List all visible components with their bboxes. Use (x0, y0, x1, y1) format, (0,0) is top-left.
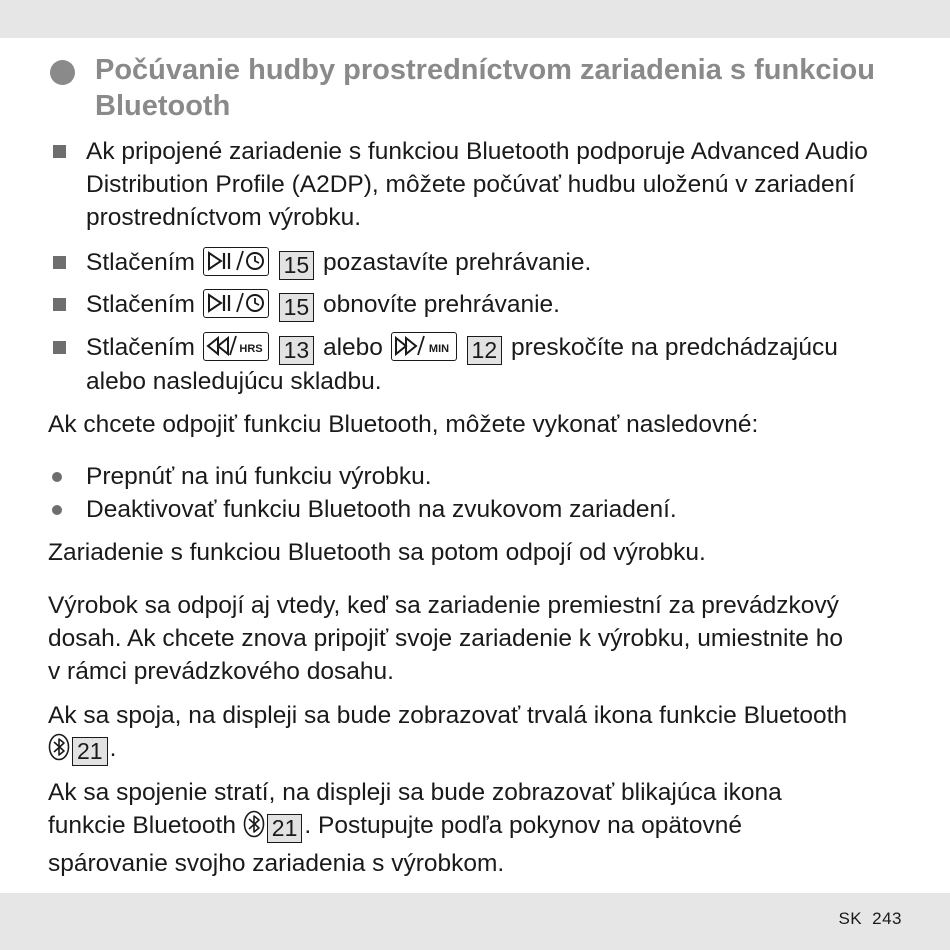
list-item-prefix: Stlačením (86, 291, 195, 318)
rewind-hours-button-icon (203, 332, 269, 361)
square-bullet-icon (53, 145, 66, 158)
range-paragraph (48, 589, 908, 688)
bluetooth-icon (48, 733, 70, 770)
forward-minutes-button-icon (391, 332, 457, 361)
paragraph-text: . Postupujte podľa pokynov na opätovné (304, 812, 742, 839)
page-footer (838, 909, 902, 929)
square-bullet-icon (53, 298, 66, 311)
reference-number: 21 (72, 737, 108, 766)
section-heading: Počúvanie hudby prostredníctvom zariadenia s funkciou Bluetooth (95, 54, 875, 122)
list-item-text: pozastavíte prehrávanie. (322, 249, 592, 276)
page-number: 243 (872, 909, 902, 928)
paragraph-line: v rámci prevádzkového dosahu. (48, 658, 394, 685)
list-item-text: obnovíte prehrávanie. (322, 291, 560, 318)
paragraph-line: Výrobok sa odpojí aj vtedy, keď sa zariadenie premiestní za prevádzkový (48, 592, 839, 619)
play-pause-timer-button-icon (203, 289, 269, 318)
conjunction-text: alebo (322, 334, 383, 361)
reference-number: 12 (467, 336, 503, 365)
top-band (0, 0, 950, 38)
list-item-prefix: Stlačením (86, 249, 195, 276)
disconnect-intro: Ak chcete odpojiť funkciu Bluetooth, môžete vykonať nasledovné: (48, 411, 759, 438)
bottom-band (0, 893, 950, 950)
paragraph-line: dosah. Ak chcete znova pripojiť svoje zariadenie k výrobku, umiestnite ho (48, 625, 843, 652)
lost-connection-paragraph (48, 776, 908, 880)
option-text: Deaktivovať funkciu Bluetooth na zvukovom zariadení. (86, 496, 677, 523)
list-item-text-continued: alebo nasledujúcu skladbu. (86, 368, 382, 395)
play-pause-timer-button-icon (203, 247, 269, 276)
reference-number: 15 (279, 251, 315, 280)
square-bullet-icon (53, 341, 66, 354)
reference-number: 21 (267, 814, 303, 843)
round-bullet-icon (52, 472, 62, 482)
option-text: Prepnúť na inú funkciu výrobku. (86, 463, 432, 490)
hrs-label: HRS (239, 343, 263, 355)
paragraph-line: Ak sa spojenie stratí, na displeji sa bude zobrazovať blikajúca ikona (48, 779, 782, 806)
min-label: MIN (428, 343, 449, 355)
connected-paragraph: Ak sa spoja, na displeji sa bude zobrazovať trvalá ikona funkcie Bluetooth 21 . (48, 699, 908, 770)
list-item-text: preskočíte na predchádzajúcu (510, 334, 838, 361)
reference-number: 13 (279, 336, 315, 365)
round-bullet-icon (52, 505, 62, 515)
paragraph-text: funkcie Bluetooth (48, 812, 236, 839)
list-item-text: Ak pripojené zariadenie s funkciou Bluetooth podporuje Advanced Audio Distribution Profile (A2DP), môžete počúvať hudbu uloženú v zariadení prostredníctvom výrobku. (86, 138, 868, 231)
heading-bullet-dot (50, 60, 75, 85)
bluetooth-icon (243, 810, 265, 847)
paragraph-line: spárovanie svojho zariadenia s výrobkom. (48, 850, 505, 877)
language-code: SK (838, 909, 863, 928)
after-options-text: Zariadenie s funkciou Bluetooth sa potom odpojí od výrobku. (48, 539, 706, 566)
square-bullet-icon (53, 256, 66, 269)
reference-number: 15 (279, 293, 315, 322)
list-item-prefix: Stlačením (86, 334, 195, 361)
paragraph-line: Ak sa spoja, na displeji sa bude zobrazovať trvalá ikona funkcie Bluetooth (48, 702, 848, 729)
